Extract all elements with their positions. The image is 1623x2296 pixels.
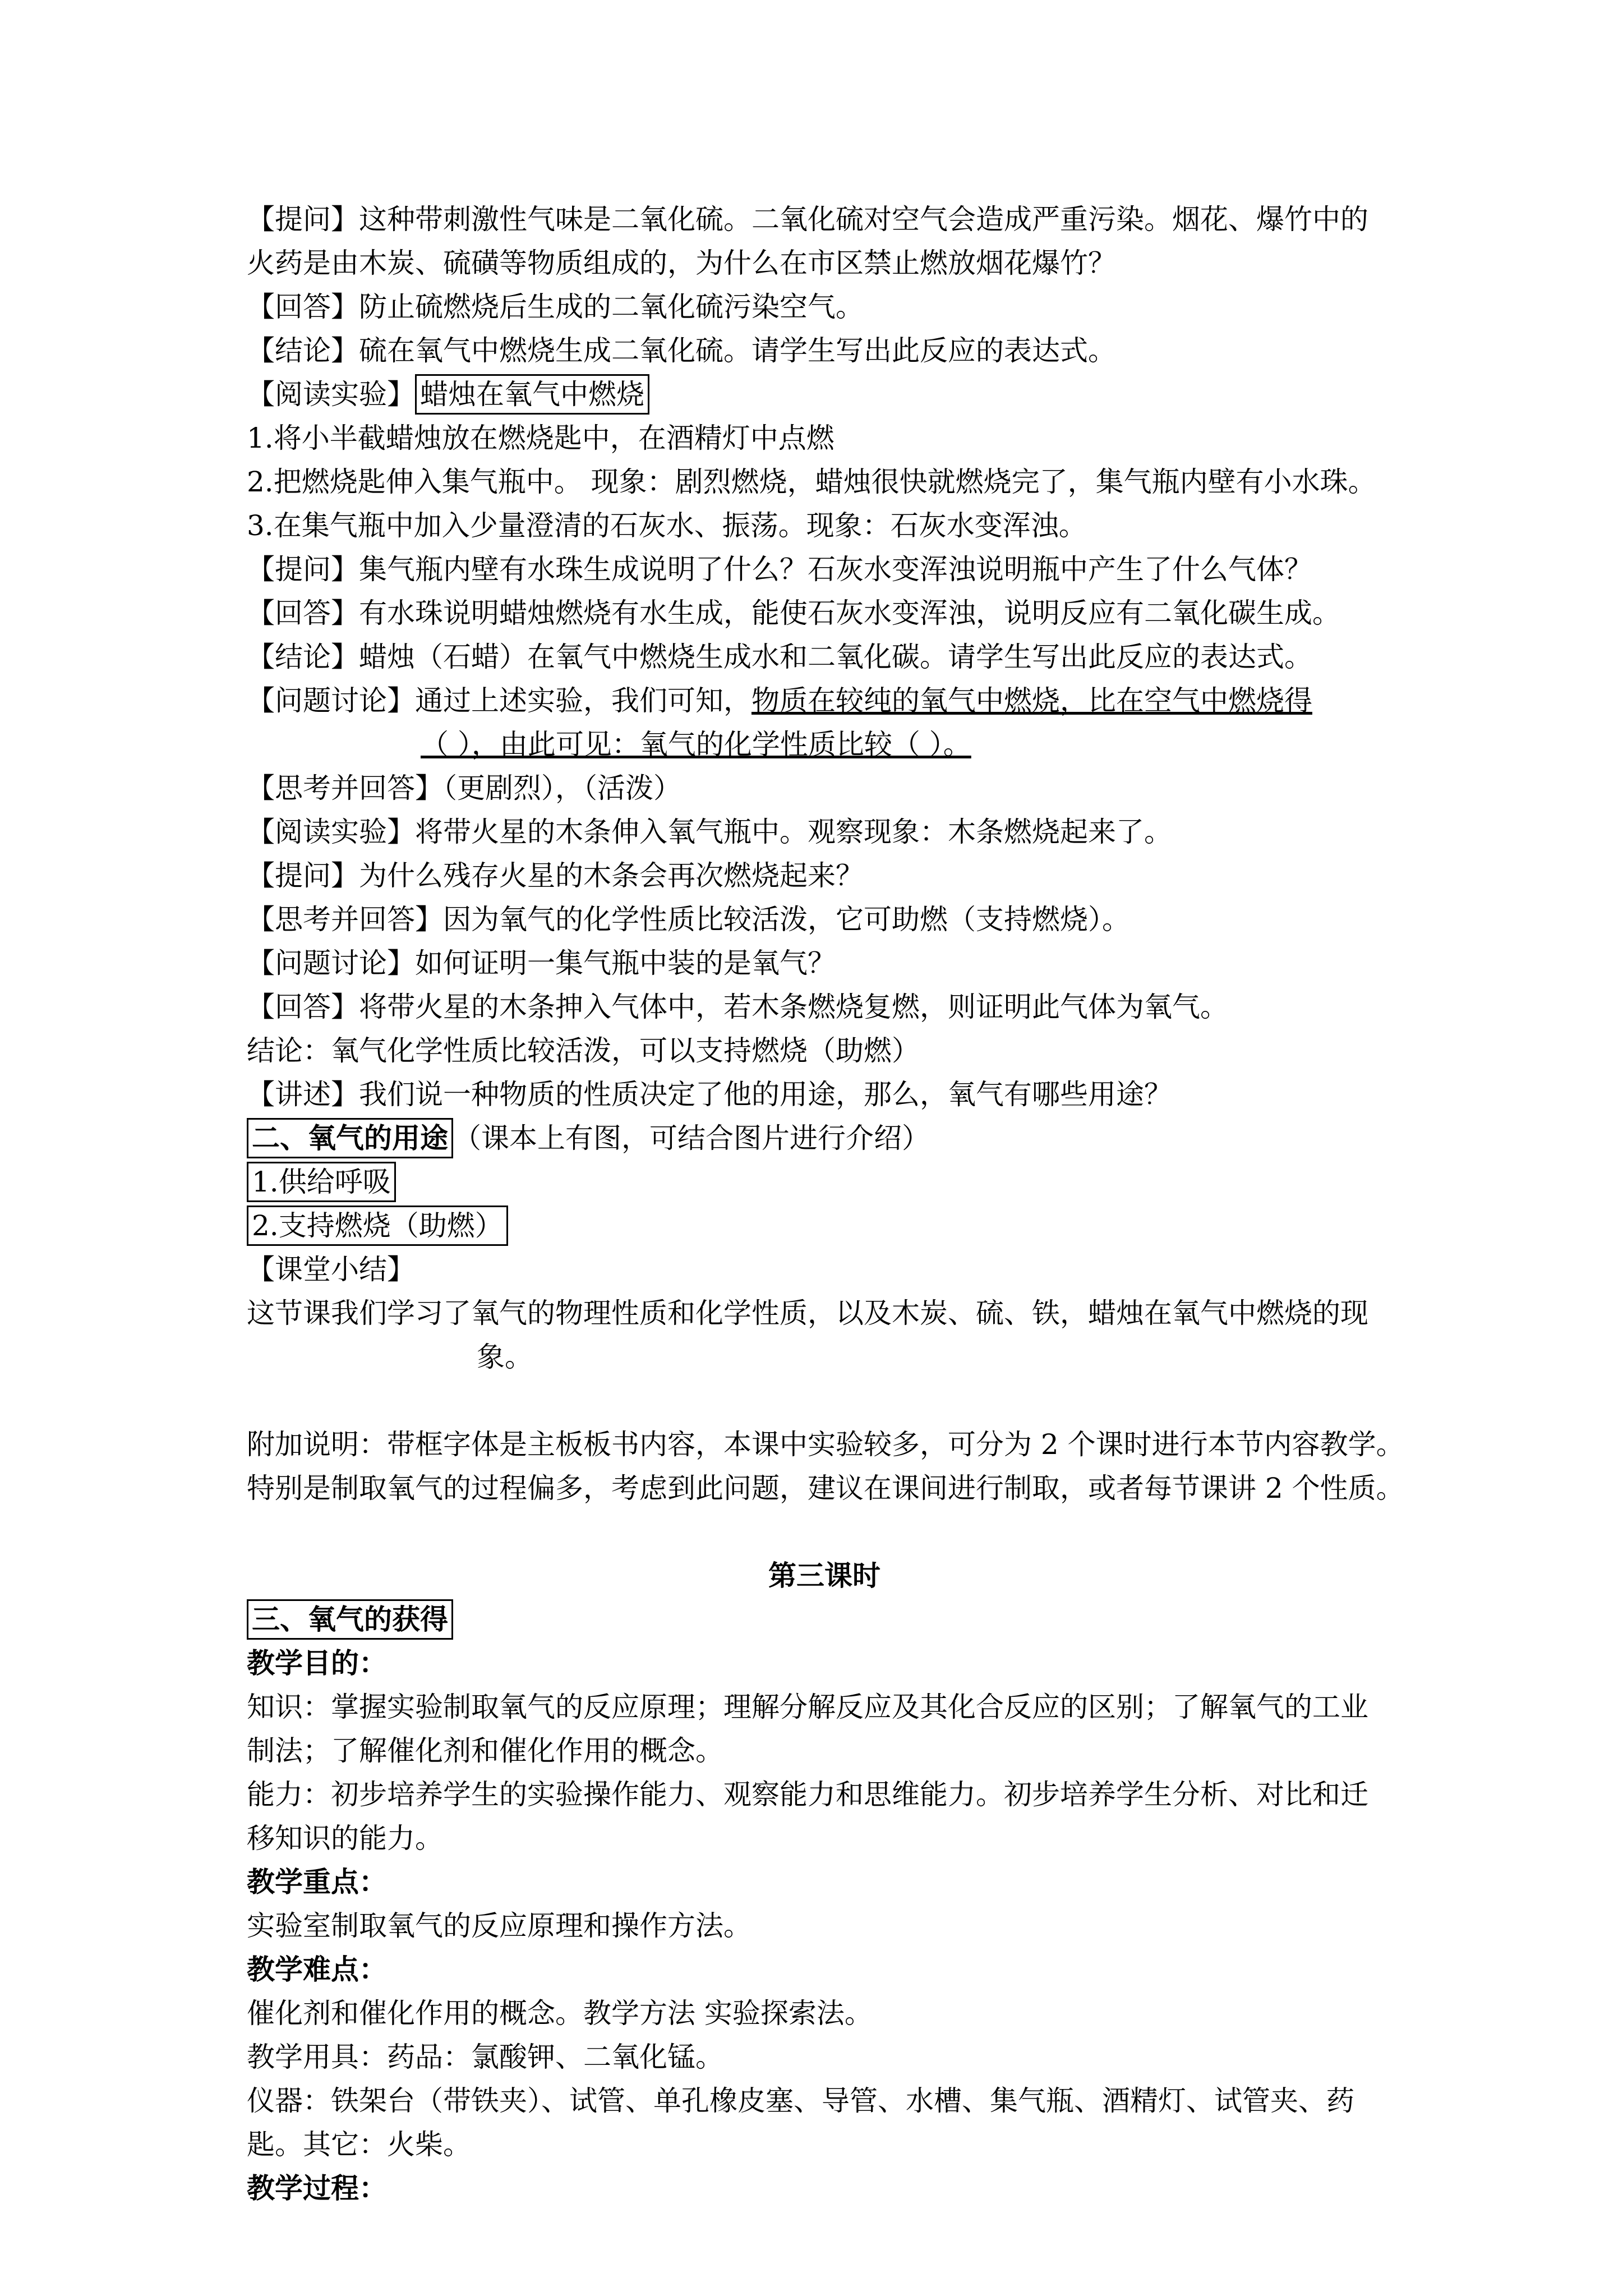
text-line: 【课堂小结】 [247,1253,415,1286]
text-line: 【阅读实验】将带火星的木条伸入氧气瓶中。观察现象：木条燃烧起来了。 [247,816,1172,848]
text-line: 教学用具：药品：氯酸钾、二氧化锰。 [247,2041,723,2073]
text-line: 特别是制取氧气的过程偏多，考虑到此问题，建议在课间进行制取，或者每节课讲 2 个性质。 [247,1472,1404,1504]
subheading: 教学目的： [247,1646,387,1680]
text-line [247,1160,1402,1204]
underlined-text: 物质在较纯的氧气中燃烧，比在空气中燃烧得 [751,684,1312,717]
text-line [247,1598,1402,1641]
document-body [247,197,1402,2210]
text-line: 仪器：铁架台（带铁夹）、试管、单孔橡皮塞、导管、水槽、集气瓶、酒精灯、试管夹、药 [247,2085,1354,2117]
text-line: 【提问】为什么残存火星的木条会再次燃烧起来？ [247,859,864,892]
text-line: 附加说明：带框字体是主板板书内容，本课中实验较多，可分为 2 个课时进行本节内容教学。 [247,1428,1404,1461]
boxed-heading: 蜡烛在氧气中燃烧 [415,374,649,415]
text-line: 【回答】有水珠说明蜡烛燃烧有水生成，能使石灰水变浑浊，说明反应有二氧化碳生成。 [247,597,1340,629]
text-line: 【结论】蜡烛（石蜡）在氧气中燃烧生成水和二氧化碳。请学生写出此反应的表达式。 [247,641,1312,673]
text-line: 火药是由木炭、硫磺等物质组成的，为什么在市区禁止燃放烟花爆竹？ [247,247,1116,279]
boxed-item: 1.供给呼吸 [247,1162,396,1202]
subheading: 教学重点： [247,1865,387,1898]
text-line: 【回答】将带火星的木条抻入气体中，若木条燃烧复燃，则证明此气体为氧气。 [247,991,1228,1023]
text-line: 制法；了解催化剂和催化作用的概念。 [247,1734,723,1767]
spacer [247,1379,1402,1423]
text-line [247,723,1402,766]
label-prefix: 【阅读实验】 [247,378,415,411]
boxed-heading: 三、氧气的获得 [247,1599,453,1640]
text-line: 2.把燃烧匙伸入集气瓶中。 现象：剧烈燃烧，蜡烛很快就燃烧完了，集气瓶内壁有小水珠。 [247,466,1376,498]
text-line: 结论：氧气化学性质比较活泼，可以支持燃烧（助燃） [247,1034,920,1067]
heading-note: （课本上有图，可结合图片进行介绍） [453,1122,930,1154]
text-line: 【问题讨论】如何证明一集气瓶中装的是氧气？ [247,947,836,979]
section-title: 第三课时 [768,1559,880,1592]
subheading: 教学难点： [247,1953,387,1986]
text-line: 知识：掌握实验制取氧气的反应原理；理解分解反应及其化合反应的区别；了解氧气的工业 [247,1691,1368,1723]
label-prefix: 【问题讨论】通过上述实验，我们可知， [247,684,751,717]
text-line [247,679,1402,723]
text-line: 【结论】硫在氧气中燃烧生成二氧化硫。请学生写出此反应的表达式。 [247,334,1116,367]
text-line: 这节课我们学习了氧气的物理性质和化学性质，以及木炭、硫、铁，蜡烛在氧气中燃烧的现 [247,1297,1368,1329]
text-line: 象。 [477,1341,533,1373]
text-line: 催化剂和催化作用的概念。教学方法 实验探索法。 [247,1997,873,2030]
text-line: 【思考并回答】因为氧气的化学性质比较活泼，它可助燃（支持燃烧）。 [247,903,1130,936]
text-line: 【讲述】我们说一种物质的性质决定了他的用途，那么，氧气有哪些用途？ [247,1078,1172,1111]
text-line: 能力：初步培养学生的实验操作能力、观察能力和思维能力。初步培养学生分析、对比和迁 [247,1778,1368,1811]
text-line: 【提问】这种带刺激性气味是二氧化硫。二氧化硫对空气会造成严重污染。烟花、爆竹中的 [247,203,1368,236]
text-line: 【回答】防止硫燃烧后生成的二氧化硫污染空气。 [247,291,864,323]
spacer [247,1510,1402,1554]
text-line: 【思考并回答】（更剧烈），（活泼） [247,772,681,804]
text-line: 1.将小半截蜡烛放在燃烧匙中，在酒精灯中点燃 [247,422,834,454]
text-line: 匙。其它：火柴。 [247,2128,471,2161]
underlined-text: （ ），由此可见：氧气的化学性质比较（ ）。 [421,728,971,761]
boxed-heading: 二、氧气的用途 [247,1118,453,1158]
text-line [247,372,1402,416]
subheading: 教学过程： [247,2171,387,2205]
text-line [247,1204,1402,1248]
text-line: 移知识的能力。 [247,1822,443,1855]
text-line [247,1116,1402,1160]
text-line: 【提问】集气瓶内壁有水珠生成说明了什么？石灰水变浑浊说明瓶中产生了什么气体？ [247,553,1312,586]
boxed-item: 2.支持燃烧（助燃） [247,1205,508,1246]
text-line: 实验室制取氧气的反应原理和操作方法。 [247,1910,751,1942]
text-line: 3.在集气瓶中加入少量澄清的石灰水、振荡。现象：石灰水变浑浊。 [247,509,1087,542]
